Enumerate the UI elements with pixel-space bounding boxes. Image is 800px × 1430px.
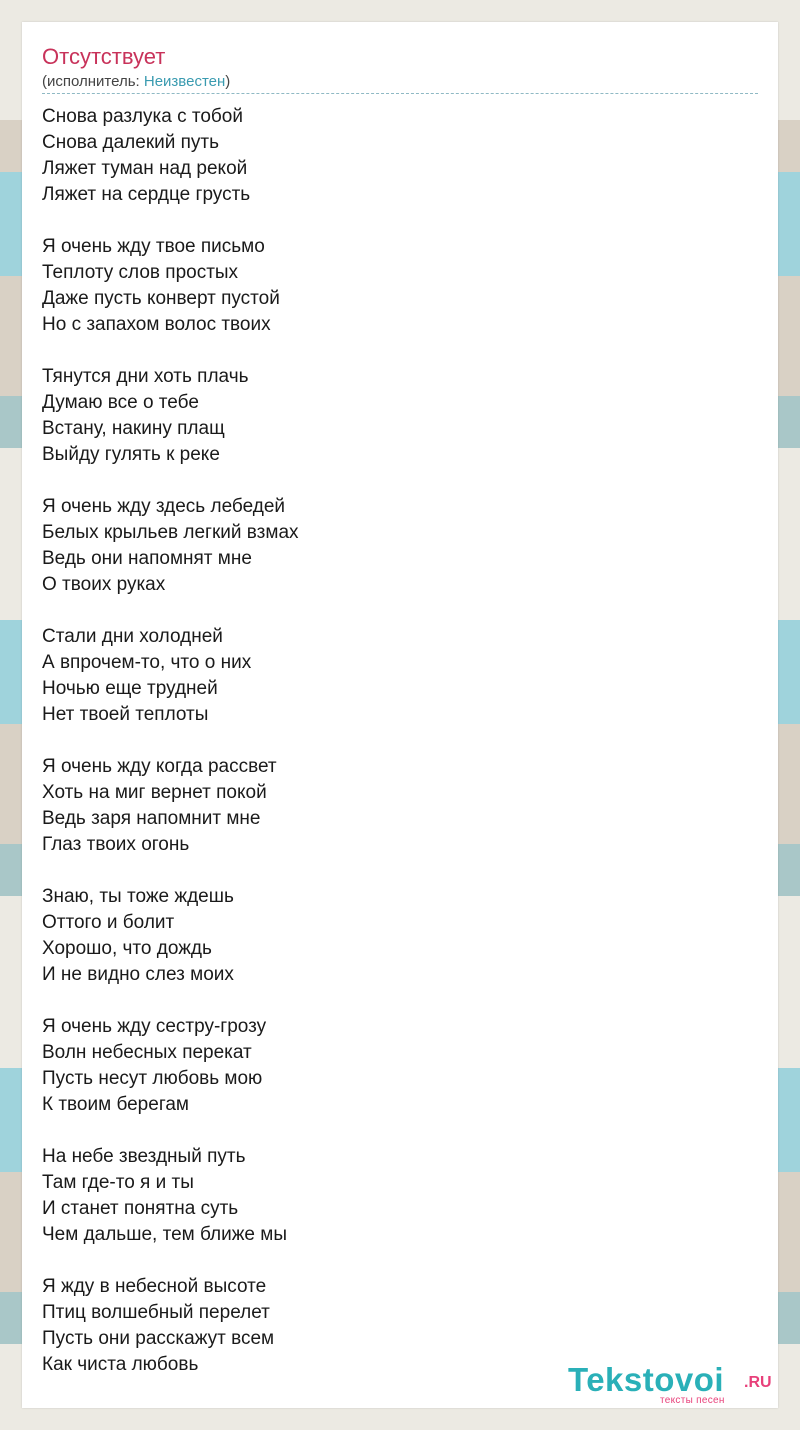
artist-suffix: ) xyxy=(225,73,231,90)
lyric-line: Думаю все о тебе xyxy=(42,392,199,413)
lyric-line: Белых крыльев легкий взмах xyxy=(42,522,299,543)
lyric-line: Ведь они напомнят мне xyxy=(42,548,252,569)
stanza-gap xyxy=(42,988,742,1014)
lyric-line: Ведь заря напомнит мне xyxy=(42,808,261,829)
lyrics-card xyxy=(22,22,778,1408)
stanza-gap xyxy=(42,208,742,234)
lyric-line: Пусть несут любовь мою xyxy=(42,1068,263,1089)
lyric-line: Ляжет туман над рекой xyxy=(42,158,248,179)
lyric-line: К твоим берегам xyxy=(42,1094,189,1115)
lyric-line: Хоть на миг вернет покой xyxy=(42,782,267,803)
lyric-line: Встану, накину плащ xyxy=(42,418,225,439)
lyric-line: Я очень жду твое письмо xyxy=(42,236,265,257)
lyric-line: Птиц волшебный перелет xyxy=(42,1302,270,1323)
song-title: Отсутствует xyxy=(42,44,166,69)
lyric-line: О твоих руках xyxy=(42,574,166,595)
lyric-line: Стали дни холодней xyxy=(42,626,223,647)
lyric-line: Теплоту слов простых xyxy=(42,262,239,283)
lyrics-body xyxy=(42,104,742,1378)
lyric-line: И не видно слез моих xyxy=(42,964,234,985)
lyric-line: Пусть они расскажут всем xyxy=(42,1328,275,1349)
lyric-line: Там где-то я и ты xyxy=(42,1172,194,1193)
lyric-line: А впрочем-то, что о них xyxy=(42,652,252,673)
artist-line xyxy=(42,72,230,92)
title-divider xyxy=(42,93,758,94)
site-logo[interactable] xyxy=(568,1362,778,1406)
lyric-line: Но с запахом волос твоих xyxy=(42,314,271,335)
lyric-line: Я очень жду сестру-грозу xyxy=(42,1016,267,1037)
lyric-line: Снова далекий путь xyxy=(42,132,220,153)
stanza-gap xyxy=(42,1248,742,1274)
lyric-line: Знаю, ты тоже ждешь xyxy=(42,886,234,907)
lyric-line: Ляжет на сердце грусть xyxy=(42,184,251,205)
lyric-line: Чем дальше, тем ближе мы xyxy=(42,1224,287,1245)
stanza-gap xyxy=(42,1118,742,1144)
logo-domain: .RU xyxy=(744,1374,772,1391)
lyric-line: Даже пусть конверт пустой xyxy=(42,288,280,309)
stanza-gap xyxy=(42,858,742,884)
lyric-line: Ночью еще трудней xyxy=(42,678,218,699)
lyric-line: Глаз твоих огонь xyxy=(42,834,190,855)
lyric-line: Как чиста любовь xyxy=(42,1354,199,1375)
artist-link[interactable]: Неизвестен xyxy=(143,73,226,90)
logo-tagline: тексты песен xyxy=(660,1395,725,1406)
lyric-line: Оттого и болит xyxy=(42,912,175,933)
stanza-gap xyxy=(42,468,742,494)
lyric-line: И станет понятна суть xyxy=(42,1198,239,1219)
stanza-gap xyxy=(42,338,742,364)
artist-prefix: (исполнитель: xyxy=(42,73,144,90)
stanza-gap xyxy=(42,728,742,754)
lyric-line: Хорошо, что дождь xyxy=(42,938,212,959)
lyric-line: Я очень жду здесь лебедей xyxy=(42,496,286,517)
logo-text: Tekstovoi xyxy=(568,1361,725,1398)
lyric-line: Нет твоей теплоты xyxy=(42,704,209,725)
lyric-line: Волн небесных перекат xyxy=(42,1042,252,1063)
lyric-line: Выйду гулять к реке xyxy=(42,444,220,465)
lyric-line: На небе звездный путь xyxy=(42,1146,246,1167)
stanza-gap xyxy=(42,598,742,624)
lyric-line: Я жду в небесной высоте xyxy=(42,1276,267,1297)
lyric-line: Снова разлука с тобой xyxy=(42,106,243,127)
lyric-line: Я очень жду когда рассвет xyxy=(42,756,277,777)
lyric-line: Тянутся дни хоть плачь xyxy=(42,366,249,387)
